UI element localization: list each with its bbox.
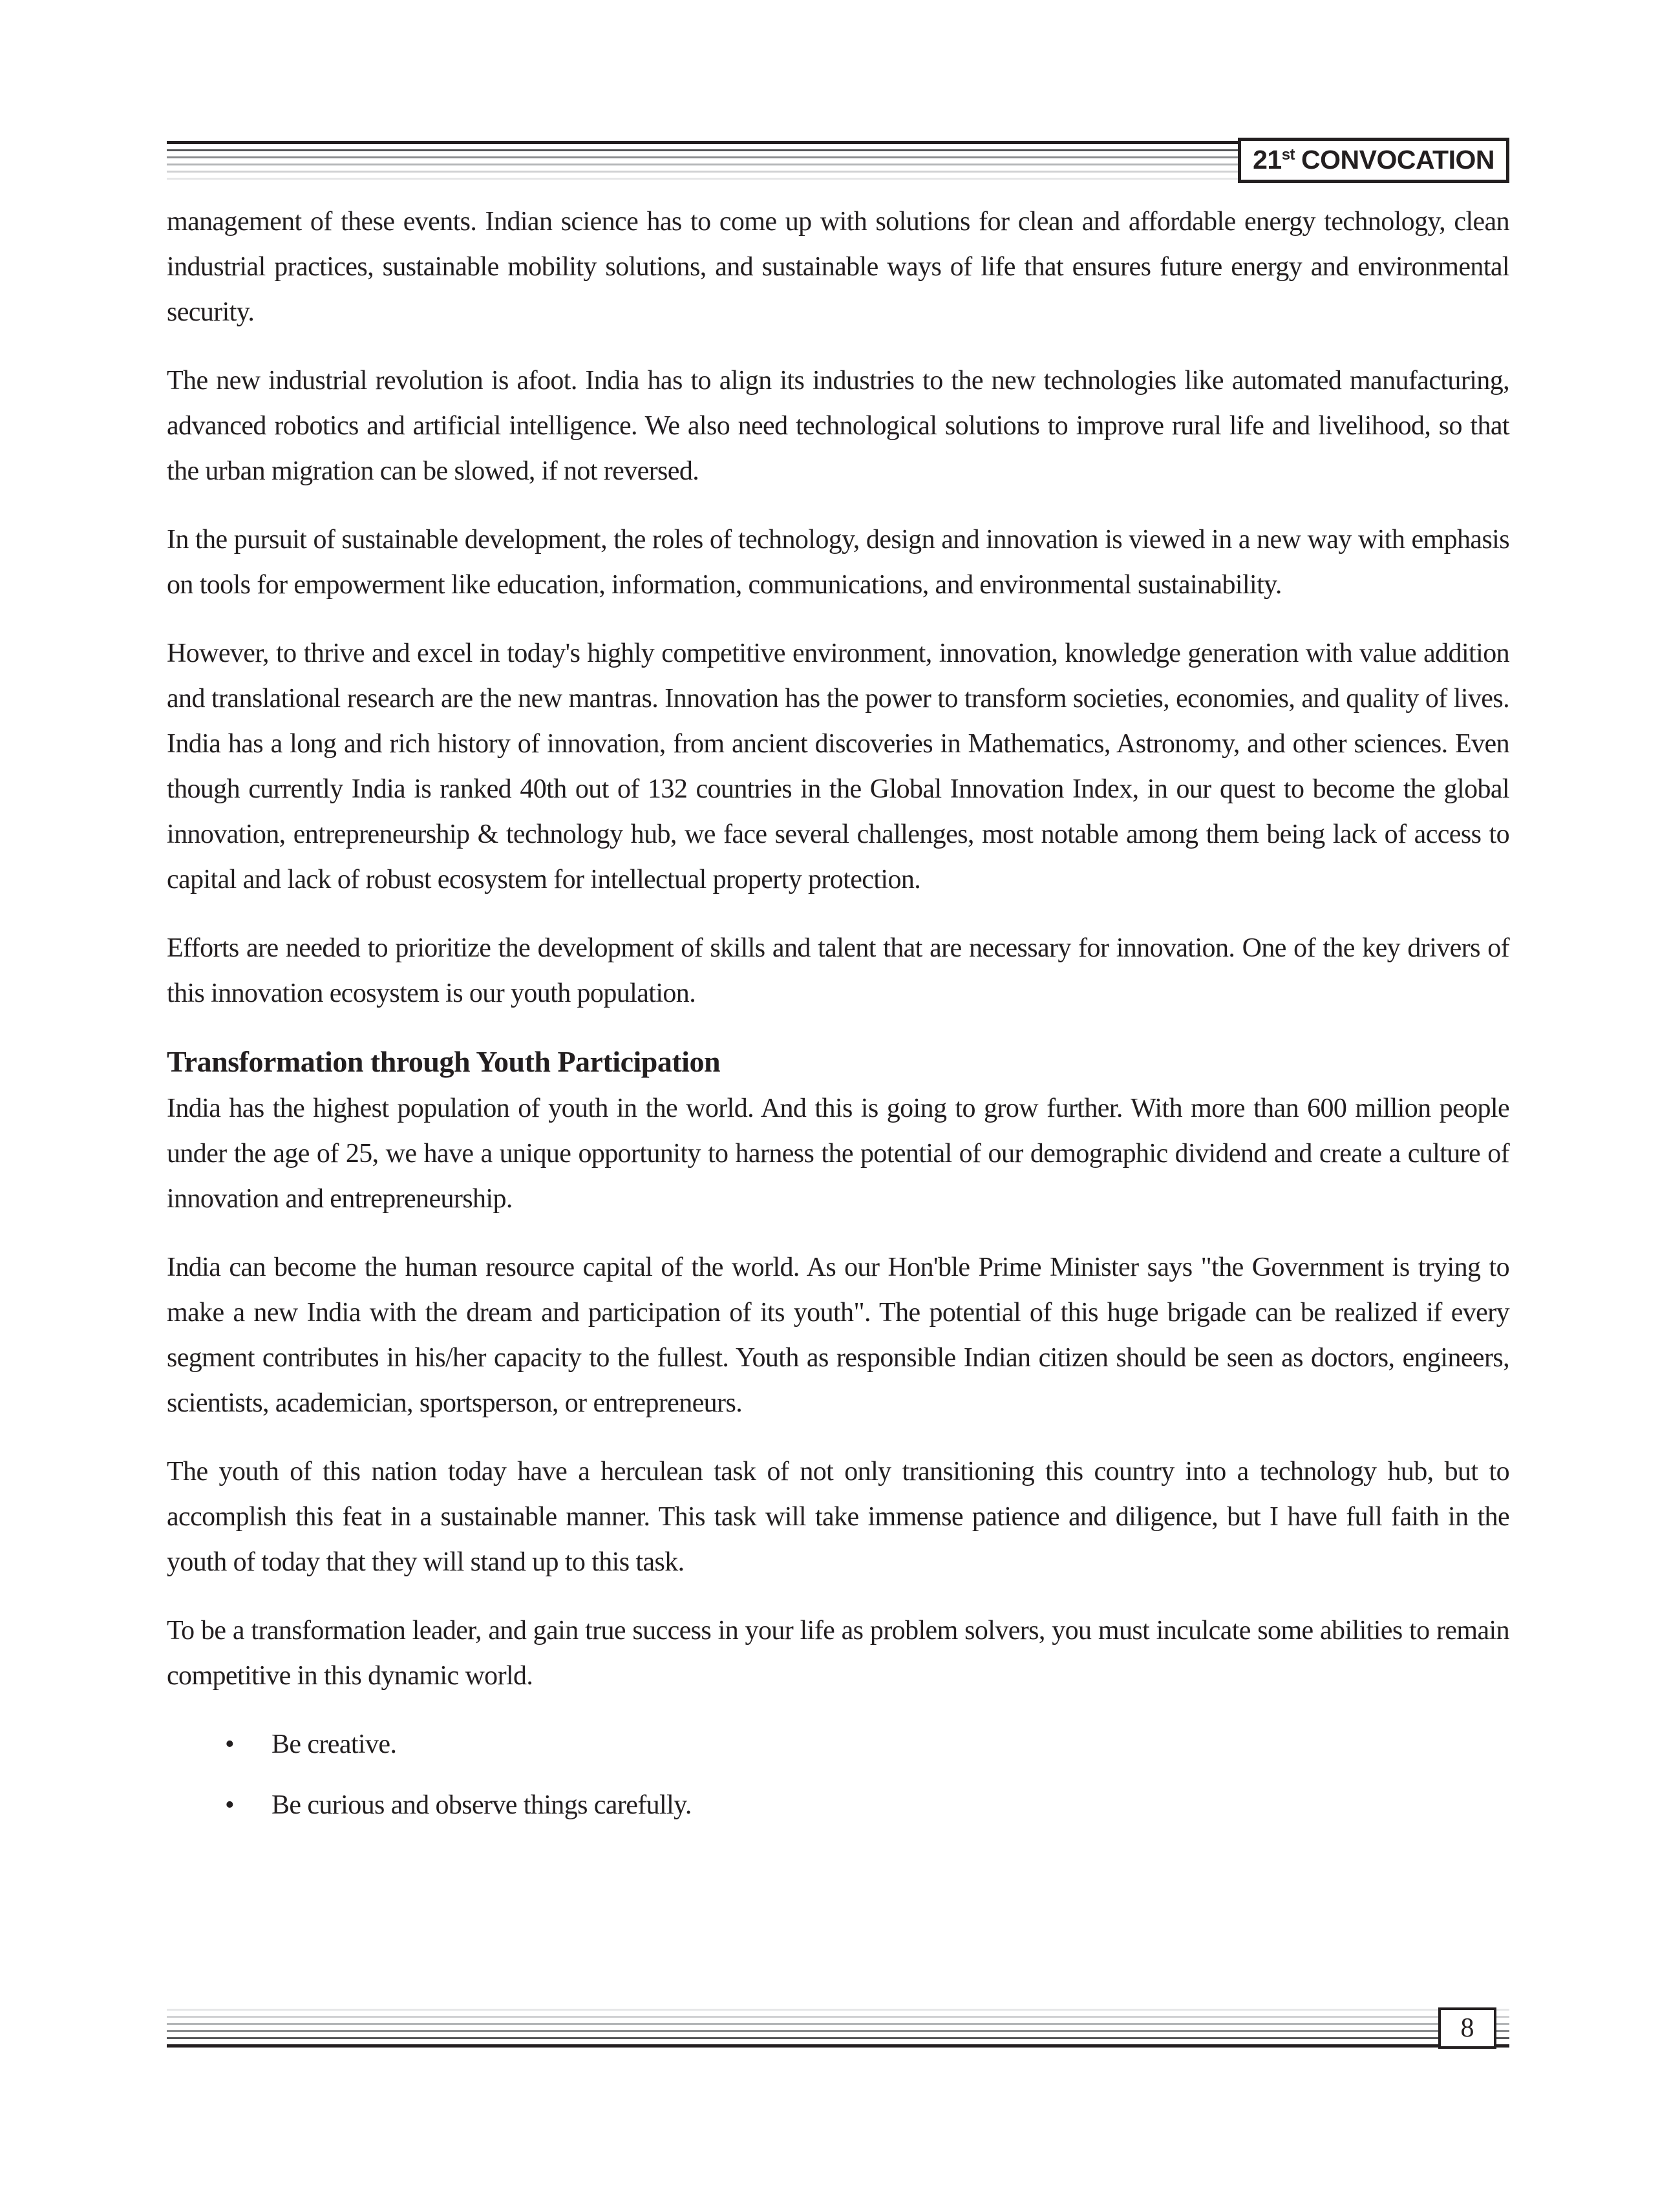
paragraph: However, to thrive and excel in today's highly competitive environment, innovation, knowledge generation with value addition and translational research are the new mantras. Innovation has the power to transform societies, economies, and quality of lives. India has a long and rich history of innovation, from ancient discoveries in Mathematics, Astronomy, and other sciences. Even though currently India is ranked 40th out of 132 countries in the Global Innovation Index, in our quest to become the global innovation, entrepreneurship & technology hub, we face several challenges, most notable among them being lack of access to capital and lack of robust ecosystem for intellectual property protection. [167, 639, 1509, 894]
header-rule-stripes [167, 141, 1238, 180]
paragraph: The new industrial revolution is afoot. India has to align its industries to the new technologies like automated manufacturing, advanced robotics and artificial intelligence. We also need technological solutions to improve rural life and livelihood, so that the urban migration can be slowed, if not reversed. [167, 366, 1509, 486]
stripe-line [167, 2016, 1509, 2018]
paragraph: India can become the human resource capital of the world. As our Hon'ble Prime Minister says "the Government is trying to make a new India with the dream and participation of its youth". The potential of this huge brigade can be realized if every segment contributes in his/her capacity to the fullest. Youth as responsible Indian citizen should be seen as doctors, engineers, scientists, academician, sportsperson, or entrepreneurs. [167, 1253, 1509, 1418]
convocation-badge [1238, 138, 1509, 183]
page-number-box [1438, 2007, 1496, 2049]
page-body [167, 199, 1509, 1843]
section-heading: Transformation through Youth Participation [167, 1045, 721, 1078]
bullet-icon: • [225, 1730, 235, 1759]
list-item [167, 1722, 1509, 1767]
paragraph: Efforts are needed to prioritize the development of skills and talent that are necessary for innovation. One of the key drivers of this innovation ecosystem is our youth population. [167, 933, 1509, 1008]
stripe-line [167, 178, 1238, 180]
stripe-line [167, 2023, 1509, 2025]
paragraph: To be a transformation leader, and gain true success in your life as problem solvers, you must inculcate some abilities to remain competitive in this dynamic world. [167, 1616, 1509, 1691]
badge-ordinal: st [1281, 146, 1295, 164]
page-footer [167, 2009, 1509, 2048]
stripe-line [167, 2009, 1509, 2011]
stripe-line [167, 2037, 1509, 2039]
list-item [167, 1783, 1509, 1828]
paragraph: In the pursuit of sustainable development, the roles of technology, design and innovation is viewed in a new way with emphasis on tools for empowerment like education, information, communications, and environmental sustainability. [167, 525, 1509, 600]
stripe-line [167, 164, 1238, 165]
list-item-text: Be curious and observe things carefully. [271, 1790, 692, 1820]
stripe-line [167, 156, 1238, 158]
badge-title: CONVOCATION [1301, 145, 1494, 175]
paragraph: management of these events. Indian science has to come up with solutions for clean and affordable energy technology, clean industrial practices, sustainable mobility solutions, and sustainable ways of life that ensures future energy and environmental security. [167, 207, 1509, 327]
list-item-text: Be creative. [271, 1730, 397, 1759]
stripe-line [167, 2044, 1509, 2048]
bullet-icon: • [225, 1790, 235, 1820]
page-number: 8 [1460, 2013, 1474, 2043]
badge-number: 21 [1253, 145, 1282, 175]
bullet-list [167, 1722, 1509, 1828]
stripe-line [167, 171, 1238, 173]
paragraph: India has the highest population of youth in the world. And this is going to grow further. With more than 600 million people under the age of 25, we have a unique opportunity to harness the potential of our demographic dividend and create a culture of innovation and entrepreneurship. [167, 1094, 1509, 1214]
paragraph: The youth of this nation today have a herculean task of not only transitioning this country into a technology hub, but to accomplish this feat in a sustainable manner. This task will take immense patience and diligence, but I have full faith in the youth of today that they will stand up to this task. [167, 1457, 1509, 1577]
stripe-line [167, 141, 1238, 144]
stripe-line [167, 149, 1238, 151]
footer-rule-stripes [167, 2009, 1509, 2048]
stripe-line [167, 2030, 1509, 2032]
page-header [167, 138, 1509, 183]
